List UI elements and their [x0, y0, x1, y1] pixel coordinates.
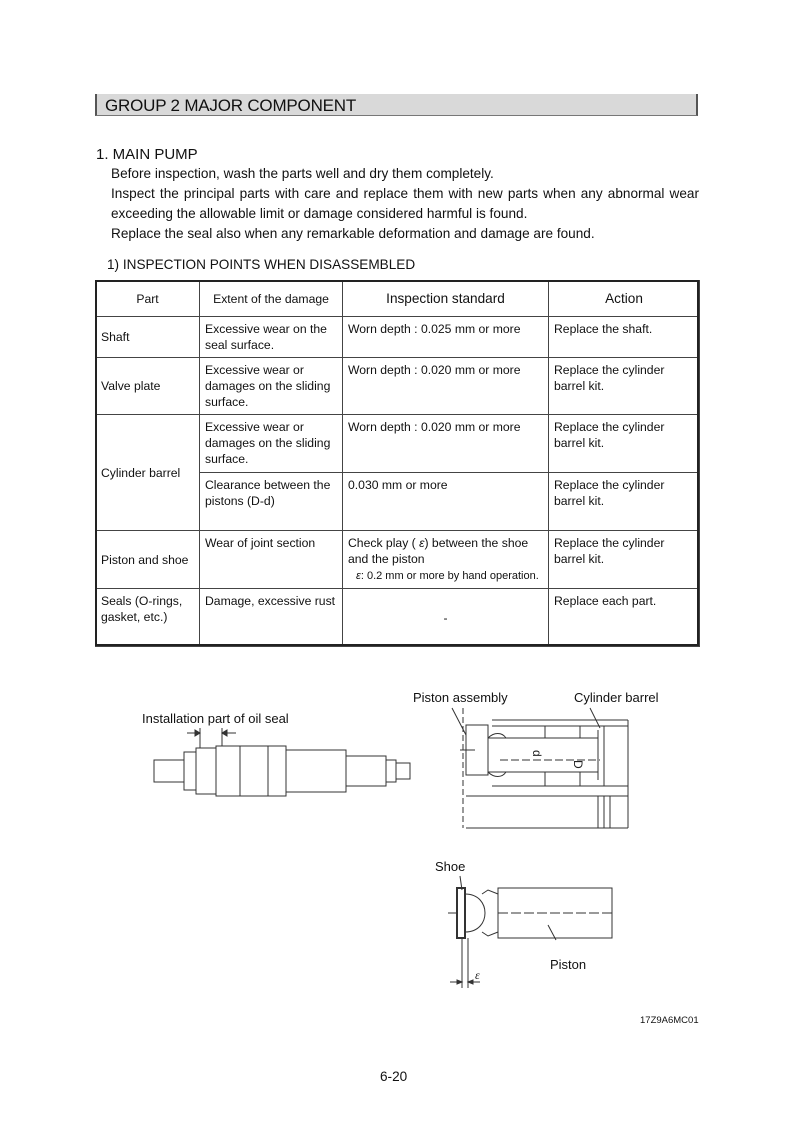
cell-part: Seals (O-rings, gasket, etc.)	[96, 589, 200, 647]
section-title: 1. MAIN PUMP	[96, 146, 198, 163]
epsilon-symbol: ε	[419, 536, 425, 550]
cell-extent: Excessive wear on the seal surface.	[200, 317, 343, 358]
cell-action: Replace the shaft.	[549, 317, 700, 358]
cell-standard: -	[343, 589, 549, 647]
cell-standard: Worn depth : 0.020 mm or more	[343, 358, 549, 415]
subsection-title: 1) INSPECTION POINTS WHEN DISASSEMBLED	[107, 257, 416, 272]
shoe-piston-drawing	[448, 876, 612, 988]
standard-text-b: ) between the shoe and the piston	[348, 536, 529, 566]
cell-part: Piston and shoe	[96, 531, 200, 589]
cell-part: Shaft	[96, 317, 200, 358]
group-title: GROUP 2 MAJOR COMPONENT	[105, 96, 357, 115]
label-d: d	[530, 750, 544, 757]
cell-action: Replace the cylinder barrel kit.	[549, 415, 700, 473]
label-piston: Piston	[550, 957, 587, 972]
cell-extent: Wear of joint section	[200, 531, 343, 589]
label-shoe: Shoe	[435, 859, 466, 874]
page-number: 6-20	[380, 1069, 408, 1084]
header-extent: Extent of the damage	[200, 281, 343, 317]
cell-part: Valve plate	[96, 358, 200, 415]
cell-extent: Excessive wear or damages on the sliding surface.	[200, 415, 343, 473]
cell-action: Replace each part.	[549, 589, 700, 647]
cell-action: Replace the cylinder barrel kit.	[549, 531, 700, 589]
label-piston-assembly: Piston assembly	[413, 690, 508, 705]
cell-extent: Damage, excessive rust	[200, 589, 343, 647]
cell-action: Replace the cylinder barrel kit.	[549, 358, 700, 415]
header-part: Part	[96, 281, 200, 317]
cell-extent: Excessive wear or damages on the sliding surface.	[200, 358, 343, 415]
paragraph-3: Replace the seal also when any remarkable deformation and damage are found.	[111, 226, 595, 241]
cell-action: Replace the cylinder barrel kit.	[549, 473, 700, 531]
paragraph-2: Inspect the principal parts with care and replace them with new parts when any abnormal wear exceeding the allowable limit or damage considered harmful is found.	[111, 186, 699, 221]
label-cylinder-barrel: Cylinder barrel	[574, 690, 659, 705]
cell-part: Cylinder barrel	[96, 415, 200, 531]
cell-standard: 0.030 mm or more	[343, 473, 549, 531]
standard-text-a: Check play (	[348, 536, 416, 550]
label-oil-seal: Installation part of oil seal	[142, 711, 289, 726]
epsilon-symbol: ε	[356, 570, 361, 582]
header-action: Action	[549, 281, 700, 317]
label-epsilon: ε	[475, 968, 480, 982]
label-D: D	[571, 760, 585, 769]
cell-standard: Worn depth : 0.025 mm or more	[343, 317, 549, 358]
paragraph-1: Before inspection, wash the parts well and dry them completely.	[111, 166, 494, 181]
cell-standard: Worn depth : 0.020 mm or more	[343, 415, 549, 473]
standard-text-c: ε: 0.2 mm or more by hand operation.	[356, 570, 539, 582]
header-standard: Inspection standard	[343, 281, 549, 317]
shaft-drawing	[154, 728, 410, 796]
figure-code: 17Z9A6MC01	[640, 1015, 699, 1026]
cell-extent: Clearance between the pistons (D-d)	[200, 473, 343, 531]
piston-cylinder-drawing	[452, 708, 628, 828]
